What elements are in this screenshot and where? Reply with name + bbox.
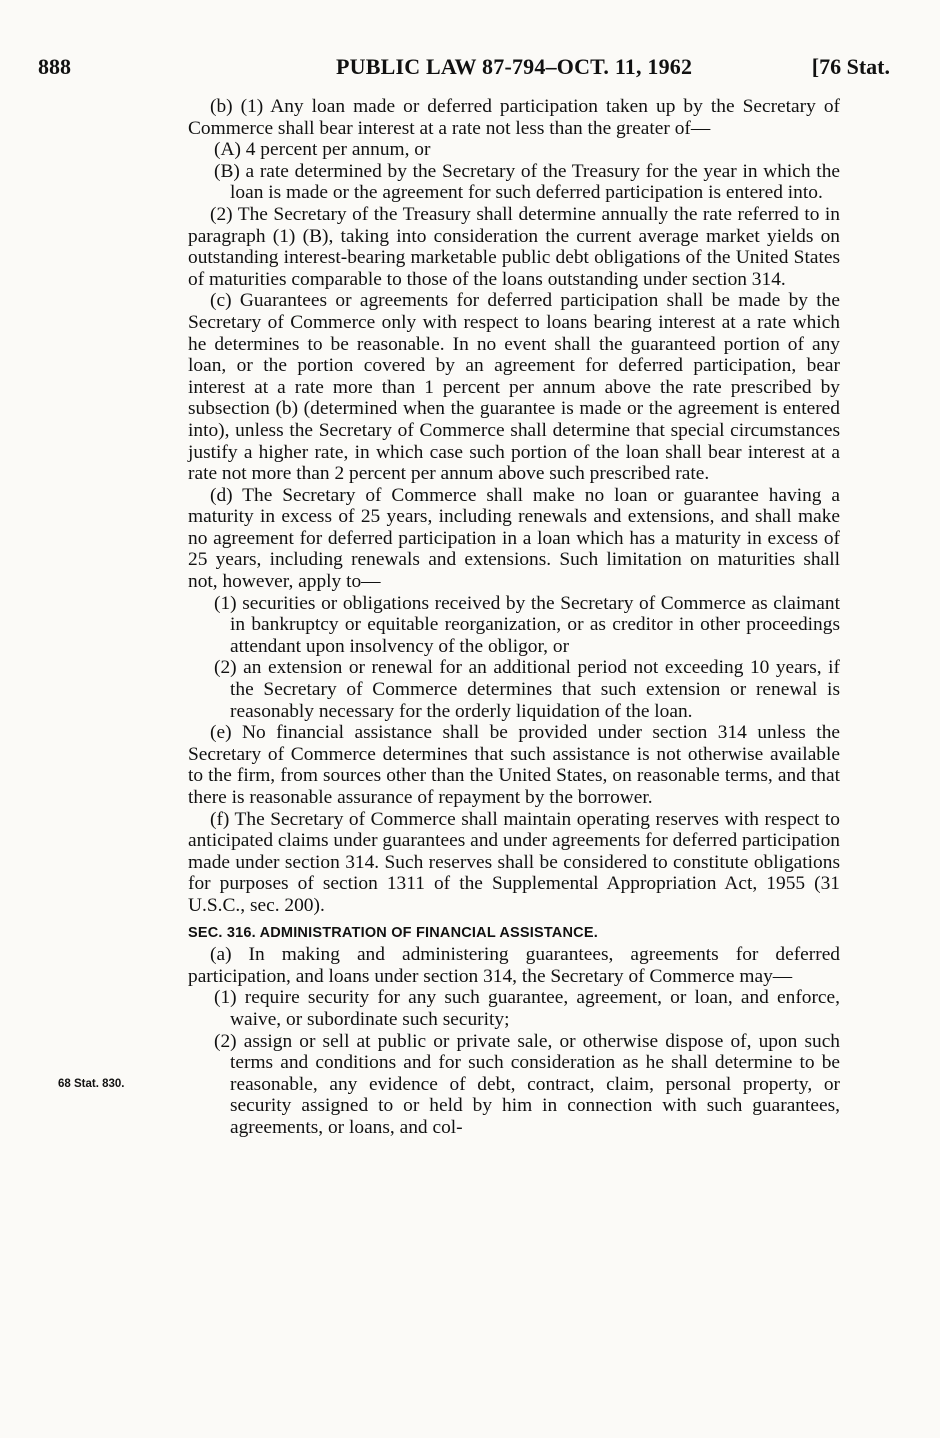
clause-b-b: (B) a rate determined by the Secretary of the Treasury for the year in which the loan is made or the agreement for such deferred participation is entered into. [214,160,840,204]
statute-reference: [76 Stat. [811,54,890,79]
paragraph-b1: (b) (1) Any loan made or deferred participation taken up by the Secretary of Commerce shall bear interest at a rate not less than the greater of— [188,96,840,139]
running-title: PUBLIC LAW 87-794–OCT. 11, 1962 [336,54,693,79]
clause-d-2: (2) an extension or renewal for an additional period not exceeding 10 years, if the Secretary of Commerce determines that such extension or renewal is reasonably necessary for the orderly liquidation of the loan. [214,657,840,722]
paragraph-d: (d) The Secretary of Commerce shall make no loan or guarantee having a maturity in excess of 25 years, including renewals and extensions, and shall make no agreement for deferred participation in a loan which has a maturity in excess of 25 years, including renewals and extensions. Such limitation on maturities shall not, however, apply to— [188,484,840,593]
paragraph-c: (c) Guarantees or agreements for deferred participation shall be made by the Secretary of Commerce only with respect to loans bearing interest at a rate which he determines to be reasonable. In no event shall the guaranteed portion of any loan, or the portion covered by an agreement for deferred participation, bear interest at a rate more than 1 percent per annum above the rate prescribed by subsection (b) (determined when the guarantee is made or the agreement is entered into), unless the Secretary of Commerce shall determine that special circumstances justify a higher rate, in which case such portion of the loan shall bear interest at a rate not more than 2 percent per annum above such prescribed rate. [188,290,840,485]
section-heading: SEC. 316. ADMINISTRATION OF FINANCIAL ASSISTANCE. [188,924,598,941]
margin-note: 68 Stat. 830. [58,1078,125,1090]
paragraph-e: (e) No financial assistance shall be provided under section 314 unless the Secretary of Commerce determines that such assistance is not otherwise available to the firm, from sources other than the United States, on reasonable terms, and that there is reasonable assurance of repayment by the borrower. [188,722,840,808]
paragraph-a: (a) In making and administering guarantees, agreements for deferred participation, and loans under section 314, the Secretary of Commerce may— [188,944,840,987]
clause-b-a: (A) 4 percent per annum, or [214,139,431,161]
body-text [188,96,840,1139]
clause-a-1: (1) require security for any such guarantee, agreement, or loan, and enforce, waive, or subordinate such security; [214,987,840,1030]
paragraph-f: (f) The Secretary of Commerce shall maintain operating reserves with respect to anticipated claims under guarantees and under agreements for deferred participation made under section 314. Such reserves shall be considered to constitute obligations for purposes of section 1311 of the Supplemental Appropriation Act, 1955 (31 U.S.C., sec. 200). [188,808,840,916]
clause-d-1: (1) securities or obligations received by the Secretary of Commerce as claimant in bankruptcy or equitable reorganization, or as creditor in other proceedings attendant upon insolvency of the obligor, or [214,592,840,657]
clause-a-2: (2) assign or sell at public or private sale, or otherwise dispose of, upon such terms and conditions and for such consideration as he shall determine to be reasonable, any evidence of debt, contract, claim, personal property, or security assigned to or held by him in connection with such guarantees, agreements, or loans, and col- [214,1030,840,1138]
page-number: 888 [38,54,71,79]
page-header [38,54,890,84]
paragraph-b2: (2) The Secretary of the Treasury shall determine annually the rate referred to in paragraph (1) (B), taking into consideration the current average market yields on outstanding interest-bearing marketable public debt obligations of the United States of maturities comparable to those of the loans outstanding under section 314. [188,203,840,290]
